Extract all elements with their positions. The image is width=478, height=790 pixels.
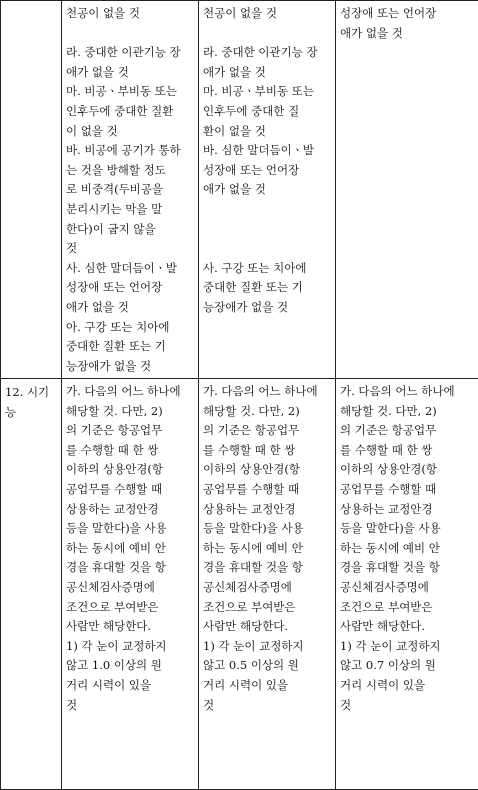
text-line: 등을 말한다)을 사용 [66,519,194,539]
text-line: 애가 없을 것 [340,24,474,44]
text-line: 인후두에 중대한 질환 [66,102,194,122]
text-line: 바. 심한 말더듬이ㆍ발 [203,141,331,161]
text-line: 라. 중대한 이관기능 장 [66,43,194,63]
text-line: 조건으로 부여받은 [340,598,474,618]
text-line: 천공이 없을 것 [203,4,331,24]
column-2-cell [199,1,336,379]
column-2-cell [199,379,336,790]
text-line: 사람만 해당한다. [203,617,331,637]
column-text [336,379,478,715]
text-line: 경을 휴대할 것을 항 [66,558,194,578]
text-line: 이하의 상용안경(항 [203,460,331,480]
text-line: 사. 구강 또는 치아에 [203,259,331,279]
text-line: 이 없을 것 [66,122,194,142]
text-line: 의 기준은 항공업무 [340,421,474,441]
text-line: 분리시키는 막을 말 [66,200,194,220]
text-line: 공업무를 수행할 때 [66,480,194,500]
text-line: 이하의 상용안경(항 [66,460,194,480]
text-line: 중대한 질환 또는 기 [203,278,331,298]
text-line: 는 것을 방해할 정도 [66,161,194,181]
text-line: 천공이 없을 것 [66,4,194,24]
text-line: 이하의 상용안경(항 [340,460,474,480]
text-line: 것 [203,696,331,716]
text-line: 를 수행할 때 한 쌍 [340,441,474,461]
text-line: 것 [66,696,194,716]
text-line: 상용하는 교정안경 [66,500,194,520]
text-line: 등을 말한다)을 사용 [203,519,331,539]
text-line: 환이 없을 것 [203,122,331,142]
text-line: 애가 없을 것 [203,63,331,83]
text-line: 조건으로 부여받은 [203,598,331,618]
text-line: 해당할 것. 다만, 2) [203,402,331,422]
text-line: 아. 구강 또는 치아에 [66,318,194,338]
text-line: 인후두에 중대한 질 [203,102,331,122]
text-line: 마. 비공ㆍ부비동 또는 [203,82,331,102]
text-line: 능장애가 없을 것 [66,357,194,377]
text-line: 하는 동시에 예비 안 [340,539,474,559]
text-line: 않고 0.5 이상의 원 [203,656,331,676]
row-label: 12. 시기능 [1,379,61,422]
text-line: 것 [340,696,474,716]
text-line: 1) 각 눈이 교정하지 [203,637,331,657]
text-line: 사람만 해당한다. [66,617,194,637]
text-line [203,220,331,240]
text-line: 사. 심한 말더듬이ㆍ발 [66,259,194,279]
text-line: 를 수행할 때 한 쌍 [66,441,194,461]
column-1-cell [62,379,199,790]
text-line: 공신체검사증명에 [340,578,474,598]
column-1-cell [62,1,199,379]
table-row [1,1,478,379]
text-line: 공신체검사증명에 [66,578,194,598]
text-line: 의 기준은 항공업무 [203,421,331,441]
text-line: 애가 없을 것 [66,63,194,83]
column-3-cell [336,379,478,790]
text-line: 1) 각 눈이 교정하지 [340,637,474,657]
text-line: 등을 말한다)을 사용 [340,519,474,539]
text-line: 가. 다음의 어느 하나에 [340,382,474,402]
text-line: 의 기준은 항공업무 [66,421,194,441]
text-line: 성장애 또는 언어장 [340,4,474,24]
text-line: 애가 없을 것 [203,180,331,200]
text-line: 조건으로 부여받은 [66,598,194,618]
text-line: 능장애가 없을 것 [203,298,331,318]
text-line: 상용하는 교정안경 [340,500,474,520]
text-line: 한다)이 굽지 않을 [66,220,194,240]
row-label-cell [1,379,62,790]
column-text [62,1,198,376]
text-line: 경을 휴대할 것을 항 [340,558,474,578]
table-row [1,379,478,790]
text-line: 경을 휴대할 것을 항 [203,558,331,578]
text-line: 하는 동시에 예비 안 [203,539,331,559]
text-line: 해당할 것. 다만, 2) [340,402,474,422]
text-line: 공업무를 수행할 때 [203,480,331,500]
text-line: 해당할 것. 다만, 2) [66,402,194,422]
text-line: 중대한 질환 또는 기 [66,337,194,357]
text-line: 거리 시력이 있을 [66,676,194,696]
text-line [66,24,194,44]
text-line [203,24,331,44]
column-text [199,1,335,318]
text-line: 를 수행할 때 한 쌍 [203,441,331,461]
text-line: 공신체검사증명에 [203,578,331,598]
text-line: 마. 비공ㆍ부비동 또는 [66,82,194,102]
text-line: 가. 다음의 어느 하나에 [66,382,194,402]
text-line: 공업무를 수행할 때 [340,480,474,500]
column-text [336,1,478,43]
text-line: 성장애 또는 언어장 [66,278,194,298]
text-line: 않고 1.0 이상의 원 [66,656,194,676]
column-3-cell [336,1,478,379]
text-line: 거리 시력이 있을 [340,676,474,696]
text-line: 것 [66,239,194,259]
text-line: 애가 없을 것 [66,298,194,318]
text-line: 않고 0.7 이상의 원 [340,656,474,676]
text-line: 사람만 해당한다. [340,617,474,637]
text-line: 상용하는 교정안경 [203,500,331,520]
text-line: 바. 비공에 공기가 통하 [66,141,194,161]
text-line: 거리 시력이 있을 [203,676,331,696]
text-line: 가. 다음의 어느 하나에 [203,382,331,402]
column-text [199,379,335,715]
column-text [62,379,198,715]
row-label-cell [1,1,62,379]
text-line: 라. 중대한 이관기능 장 [203,43,331,63]
text-line: 성장애 또는 언어장 [203,161,331,181]
text-line: 1) 각 눈이 교정하지 [66,637,194,657]
text-line: 하는 동시에 예비 안 [66,539,194,559]
text-line [203,239,331,259]
text-line [203,200,331,220]
text-line: 로 비중격(두비공을 [66,180,194,200]
